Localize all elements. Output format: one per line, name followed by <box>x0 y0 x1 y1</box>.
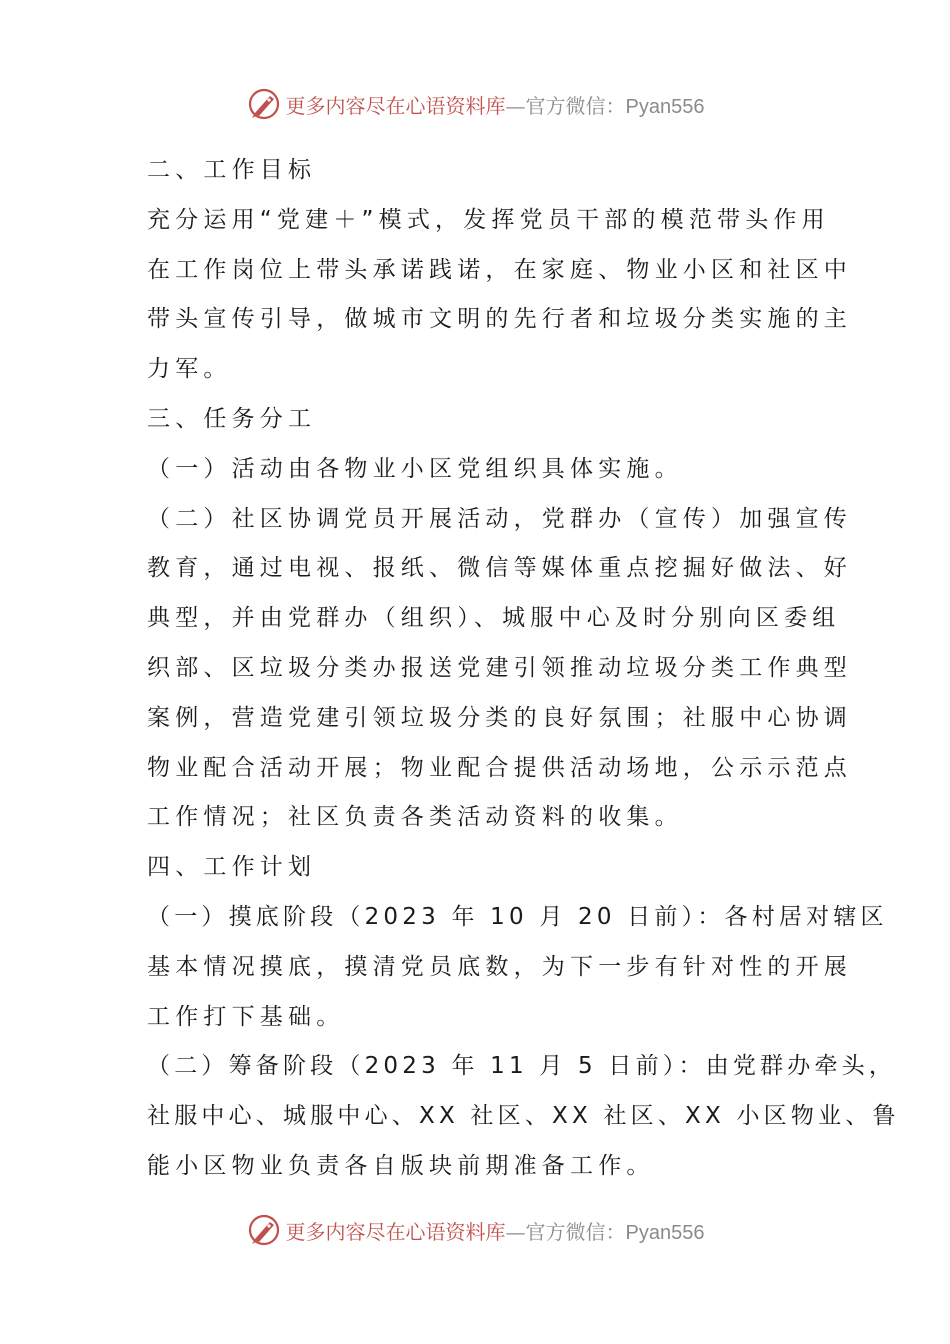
pen-nib-icon <box>246 86 282 122</box>
document-body <box>147 146 900 1192</box>
watermark-wechat-label: 官方微信： <box>525 93 626 118</box>
text-line: 物业配合活动开展；物业配合提供活动场地，公示示范点 <box>147 754 852 781</box>
watermark-header <box>0 84 950 124</box>
text-line: 工作打下基础。 <box>147 1003 345 1030</box>
text-line: 教育，通过电视、报纸、微信等媒体重点挖掘好做法、好 <box>147 555 852 582</box>
watermark-site-text: 更多内容尽在心语资料库 <box>285 1219 506 1244</box>
heading-goals: 二、工作目标 <box>147 157 317 183</box>
text-line: （一）摸底阶段（2023 年 10 月 20 日前）：各村居对辖区 <box>147 903 888 930</box>
text-line: 带头宣传引导，做城市文明的先行者和垃圾分类实施的主 <box>147 306 852 333</box>
text-line: 织部、区垃圾分类办报送党建引领推动垃圾分类工作典型 <box>147 654 852 681</box>
watermark-site-text: 更多内容尽在心语资料库 <box>285 93 506 118</box>
text-line: 典型，并由党群办（组织）、城服中心及时分别向区委组 <box>147 605 841 632</box>
heading-tasks: 三、任务分工 <box>147 405 317 432</box>
text-line: 社服中心、城服中心、XX 社区、XX 社区、XX 小区物业、鲁 <box>147 1103 900 1130</box>
watermark-footer <box>0 1210 950 1250</box>
text-line: 力军。 <box>147 356 232 383</box>
watermark-dash: — <box>505 93 526 118</box>
text-line: （一）活动由各物业小区党组织具体实施。 <box>147 455 683 482</box>
text-line: 基本情况摸底，摸清党员底数，为下一步有针对性的开展 <box>147 953 852 980</box>
text-line: 在工作岗位上带头承诺践诺，在家庭、物业小区和社区中 <box>147 256 852 283</box>
watermark-wechat-label: 官方微信： <box>525 1219 626 1244</box>
text-line: （二）筹备阶段（2023 年 11 月 5 日前）：由党群办牵头， <box>147 1053 897 1080</box>
text-line: 工作情况；社区负责各类活动资料的收集。 <box>147 804 683 831</box>
text-line: 充分运用“党建＋”模式，发挥党员干部的模范带头作用 <box>147 206 830 233</box>
watermark-wechat-id: Pyan556 <box>625 95 705 118</box>
text-line: （二）社区协调党员开展活动，党群办（宣传）加强宣传 <box>147 505 852 532</box>
watermark-text <box>286 1216 705 1245</box>
pen-nib-icon <box>246 1212 282 1248</box>
text-line: 案例，营造党建引领垃圾分类的良好氛围；社服中心协调 <box>147 704 852 731</box>
watermark-dash: — <box>505 1219 526 1244</box>
heading-plan: 四、工作计划 <box>147 854 317 881</box>
text-line: 能小区物业负责各自版块前期准备工作。 <box>147 1152 655 1179</box>
watermark-wechat-id: Pyan556 <box>625 1221 705 1244</box>
watermark-text <box>286 90 705 119</box>
